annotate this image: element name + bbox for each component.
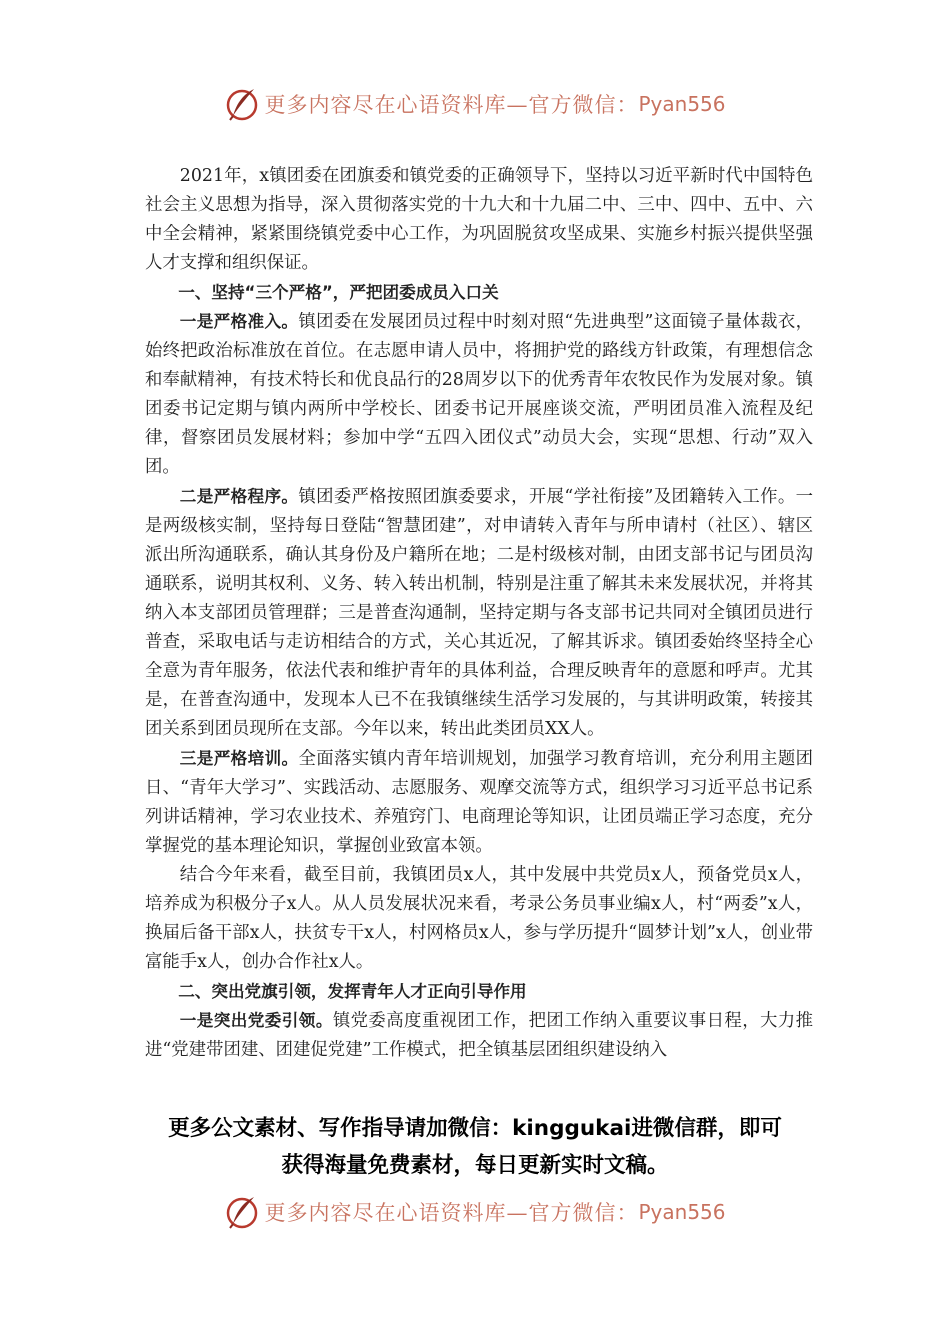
- paragraph-strict-admission: [145, 307, 813, 482]
- watermark-wechat-id: Pyan556: [638, 1200, 726, 1224]
- quill-pen-icon: [224, 86, 260, 122]
- watermark-text: 更多内容尽在心语资料库—官方微信：: [264, 1201, 639, 1225]
- paragraph-text: 镇团委在发展团员过程中时刻对照“先进典型”这面镜子量体裁衣，始终把政治标准放在首位。在志愿申请人员中，将拥护党的路线方针政策，有理想信念和奉献精神，有技术特长和优良品行的28周岁以下的优秀青年农牧民作为发展对象。镇团委书记定期与镇内两所中学校长、团委书记开展座谈交流，严明团员准入流程及纪律，督察团员发展材料；参加中学“五四入团仪式”动员大会，实现“思想、行动”双入团。: [145, 312, 813, 477]
- paragraph-text: 全面落实镇内青年培训规划，加强学习教育培训，充分利用主题团日、“青年大学习”、实践活动、志愿服务、观摩交流等方式，组织学习习近平总书记系列讲话精神，学习农业技术、养殖窍门、电商理论等知识，让团员端正学习态度，充分掌握党的基本理论知识，掌握创业致富本领。: [145, 749, 813, 856]
- quill-pen-icon: [224, 1194, 260, 1230]
- section-heading-2: 二、突出党旗引领，发挥青年人才正向引导作用: [178, 982, 527, 1001]
- watermark-banner-bottom: [0, 1192, 950, 1232]
- paragraph-statistics: 结合今年来看，截至目前，我镇团员x人，其中发展中共党员x人，预备党员x人，培养成为积极分子x人。从人员发展状况来看，考录公务员事业编x人，村“两委”x人，换届后备干部x人，扶贫专干x人，村网格员x人，参与学历提升“圆梦计划”x人，创业带富能手x人，创办合作社x人。: [145, 865, 813, 972]
- paragraph-lead: 三是严格培训。: [179, 749, 299, 768]
- promo-notice: [100, 1110, 850, 1184]
- paragraph-text: 镇团委严格按照团旗委要求，开展“学社衔接”及团籍转入工作。一是两级核实制，坚持每日登陆“智慧团建”，对申请转入青年与所申请村（社区）、辖区派出所沟通联系，确认其身份及户籍所在地；二是村级核对制，由团支部书记与团员沟通联系，说明其权利、义务、转入转出机制，特别是注重了解其未来发展状况，并将其纳入本支部团员管理群；三是普查沟通制，坚持定期与各支部书记共同对全镇团员进行普查，采取电话与走访相结合的方式，关心其近况，了解其诉求。镇团委始终坚持全心全意为青年服务，依法代表和维护青年的具体利益，合理反映青年的意愿和呼声。尤其是，在普查沟通中，发现本人已不在我镇继续生活学习发展的，与其讲明政策，转接其团关系到团员现所在支部。今年以来，转出此类团员XX人。: [145, 487, 813, 739]
- document-body: [145, 162, 813, 1065]
- watermark-wechat-id: Pyan556: [638, 92, 726, 116]
- paragraph-strict-procedure: [145, 482, 813, 744]
- watermark-text: 更多内容尽在心语资料库—官方微信：: [264, 93, 639, 117]
- watermark-banner-top: [0, 84, 950, 124]
- paragraph-lead: 一是突出党委引领。: [179, 1011, 333, 1030]
- paragraph-lead: 二是严格程序。: [179, 487, 299, 506]
- paragraph-party-lead: [145, 1006, 813, 1065]
- promo-line-1: 更多公文素材、写作指导请加微信：kinggukai进微信群，即可: [168, 1116, 782, 1141]
- intro-paragraph: 2021年，x镇团委在团旗委和镇党委的正确领导下，坚持以习近平新时代中国特色社会主义思想为指导，深入贯彻落实党的十九大和十九届二中、三中、四中、五中、六中全会精神，紧紧围绕镇党委中心工作，为巩固脱贫攻坚成果、实施乡村振兴提供坚强人才支撑和组织保证。: [145, 166, 813, 273]
- paragraph-lead: 一是严格准入。: [179, 312, 299, 331]
- paragraph-text: 镇党委高度重视团工作，把团工作纳入重要议事日程，大力推进“党建带团建、团建促党建”工作模式，把全镇基层团组织建设纳入: [145, 1011, 813, 1060]
- promo-line-2: 获得海量免费素材，每日更新实时文稿。: [281, 1153, 669, 1178]
- section-heading-1: 一、坚持“三个严格”，严把团委成员入口关: [178, 283, 499, 302]
- paragraph-strict-training: [145, 744, 813, 861]
